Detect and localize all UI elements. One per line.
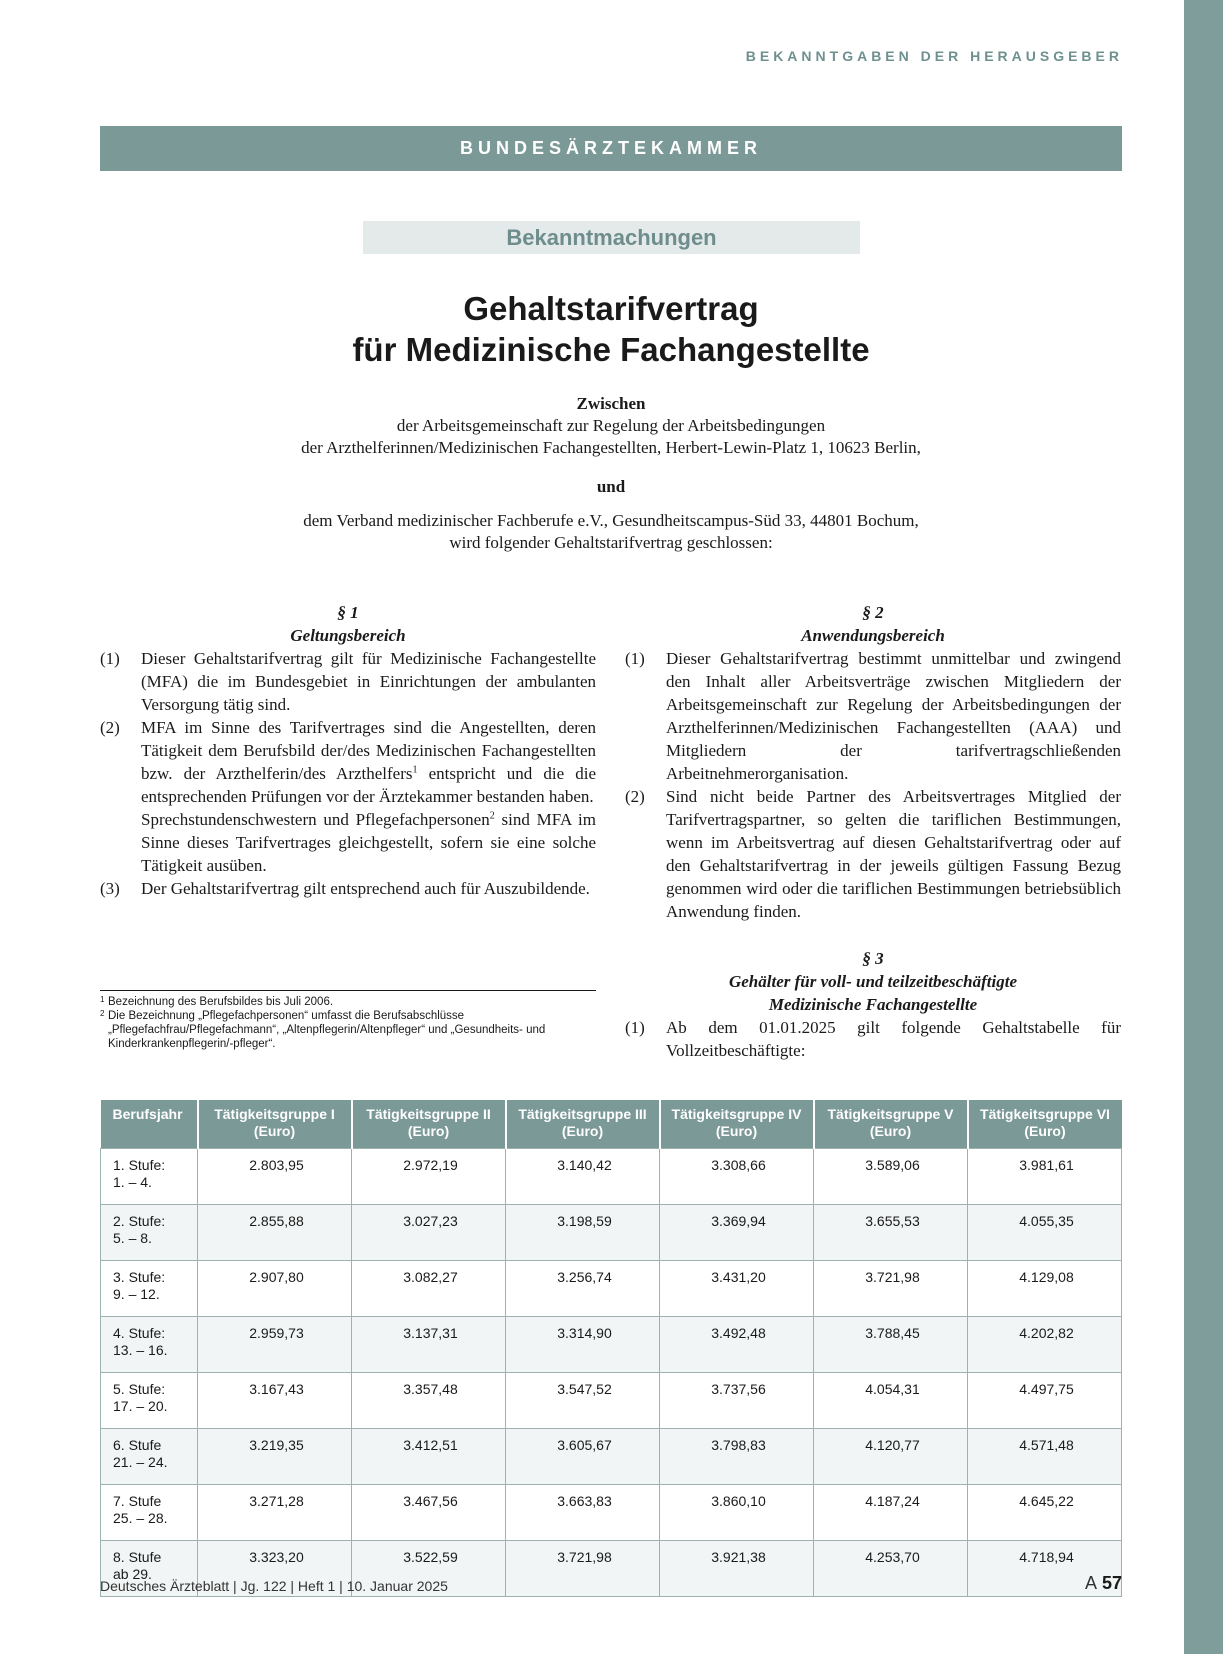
table-row <box>101 1485 1122 1541</box>
party2-line2: wird folgender Gehaltstarifvertrag geschlossen: <box>449 533 773 552</box>
berufsjahr-cell <box>101 1149 198 1205</box>
salary-cell: 3.256,74 <box>506 1261 660 1317</box>
salary-cell: 3.167,43 <box>198 1373 352 1429</box>
header-group-4-label: Tätigkeitsgruppe IV <box>671 1106 802 1122</box>
salary-cell: 3.721,98 <box>814 1261 968 1317</box>
salary-cell: 3.323,20 <box>198 1541 352 1597</box>
title-line-2: für Medizinische Fachangestellte <box>352 331 870 368</box>
right-margin-bar <box>1184 0 1223 1654</box>
header-group-5 <box>814 1100 968 1149</box>
header-group-5-unit: (Euro) <box>869 1123 912 1139</box>
header-group-1-label: Tätigkeitsgruppe I <box>214 1106 335 1122</box>
salary-cell: 4.253,70 <box>814 1541 968 1597</box>
journal-citation: Deutsches Ärzteblatt | Jg. 122 | Heft 1 | 10. Januar 2025 <box>100 1578 448 1594</box>
salary-cell: 3.219,35 <box>198 1429 352 1485</box>
salary-cell: 3.663,83 <box>506 1485 660 1541</box>
footnote-2 <box>100 1009 596 1051</box>
s3-title-line-2: Medizinische Fachangestellte <box>768 995 978 1014</box>
header-group-4-unit: (Euro) <box>715 1123 758 1139</box>
salary-cell: 3.431,20 <box>660 1261 814 1317</box>
header-group-2-unit: (Euro) <box>407 1123 450 1139</box>
salary-cell: 3.655,53 <box>814 1205 968 1261</box>
salary-cell: 3.082,27 <box>352 1261 506 1317</box>
years-label: 25. – 28. <box>113 1510 168 1526</box>
s1-clause-2-text-b: entspricht und die die entsprechenden Prüfungen vor der Ärztekammer bestanden haben. <box>141 764 596 806</box>
intro-party2 <box>100 510 1122 554</box>
years-label: 21. – 24. <box>113 1454 168 1470</box>
salary-cell: 3.357,48 <box>352 1373 506 1429</box>
header-group-4 <box>660 1100 814 1149</box>
stufe-label: 2. Stufe: <box>113 1213 166 1229</box>
document-title <box>100 288 1122 370</box>
salary-cell: 4.645,22 <box>968 1485 1122 1541</box>
right-column <box>625 601 1121 1062</box>
berufsjahr-cell <box>101 1373 198 1429</box>
title-line-1: Gehaltstarifvertrag <box>463 290 759 327</box>
salary-cell: 3.467,56 <box>352 1485 506 1541</box>
s3-clause-1-number: (1) <box>625 1018 645 1037</box>
salary-cell: 4.497,75 <box>968 1373 1122 1429</box>
s2-clause-2-number: (2) <box>625 787 645 806</box>
and-label: und <box>596 477 626 496</box>
salary-cell: 3.492,48 <box>660 1317 814 1373</box>
s3-number: § 3 <box>862 949 884 968</box>
party1-line1: der Arbeitsgemeinschaft zur Regelung der Arbeitsbedingungen <box>396 416 826 435</box>
s2-clause-1 <box>625 647 1121 785</box>
table-row <box>101 1429 1122 1485</box>
page-prefix: A <box>1084 1573 1097 1593</box>
salary-table <box>100 1100 1122 1597</box>
footnote-ref-1: 1 <box>412 764 418 776</box>
s1-title: Geltungsbereich <box>290 626 406 645</box>
s3-clause-1 <box>625 1016 1121 1062</box>
salary-cell: 4.055,35 <box>968 1205 1122 1261</box>
s1-clause-3-number: (3) <box>100 879 120 898</box>
salary-table-body <box>101 1149 1122 1597</box>
footnote-ref-2: 2 <box>489 810 495 822</box>
salary-cell: 4.718,94 <box>968 1541 1122 1597</box>
years-label: 1. – 4. <box>113 1174 152 1190</box>
party2-line1: dem Verband medizinischer Fachberufe e.V., Gesundheitscampus-Süd 33, 44801 Bochum, <box>303 511 919 530</box>
s2-number: § 2 <box>862 603 884 622</box>
s2-clause-1-number: (1) <box>625 649 645 668</box>
page-number <box>1085 1573 1122 1594</box>
s1-clause-1 <box>100 647 596 716</box>
salary-cell: 3.198,59 <box>506 1205 660 1261</box>
salary-cell: 4.054,31 <box>814 1373 968 1429</box>
s1-clause-2-text-c: Sprechstundenschwestern und Pflegefachpersonen <box>141 810 490 829</box>
publisher-banner: BUNDESÄRZTEKAMMER <box>100 126 1122 171</box>
salary-cell: 2.907,80 <box>198 1261 352 1317</box>
salary-cell: 4.202,82 <box>968 1317 1122 1373</box>
years-label: 13. – 16. <box>113 1342 168 1358</box>
header-group-3-unit: (Euro) <box>561 1123 604 1139</box>
salary-cell: 4.120,77 <box>814 1429 968 1485</box>
s3-title-line-1: Gehälter für voll- und teilzeitbeschäftigte <box>728 972 1018 991</box>
table-row <box>101 1317 1122 1373</box>
salary-cell: 3.921,38 <box>660 1541 814 1597</box>
s1-clause-3-text: Der Gehaltstarifvertrag gilt entsprechend auch für Auszubildende. <box>141 879 590 898</box>
header-berufsjahr <box>101 1100 198 1149</box>
salary-cell: 3.981,61 <box>968 1149 1122 1205</box>
salary-cell: 3.522,59 <box>352 1541 506 1597</box>
salary-cell: 2.803,95 <box>198 1149 352 1205</box>
s1-clause-1-text: Dieser Gehaltstarifvertrag gilt für Medizinische Fachangestellte (MFA) die im Bundesgebiet in Einrichtungen der ambulanten Versorgung tätig sind. <box>141 649 596 714</box>
salary-cell: 3.314,90 <box>506 1317 660 1373</box>
footnotes <box>100 990 596 1051</box>
salary-cell: 3.798,83 <box>660 1429 814 1485</box>
salary-cell: 3.308,66 <box>660 1149 814 1205</box>
s2-clause-2-text: Sind nicht beide Partner des Arbeitsvertrages Mitglied der Tarifvertragspartner, so gelten die tariflichen Bestimmungen, wenn im Arbeitsvertrag auf diesen Gehaltstarifvertrag oder auf den Gehaltstarifvertrag in der jeweils gültigen Fassung Bezug genommen wird oder die tariflichen Bestimmungen betriebsüblich Anwendung finden. <box>666 787 1121 921</box>
salary-cell: 3.369,94 <box>660 1205 814 1261</box>
salary-cell: 3.271,28 <box>198 1485 352 1541</box>
salary-cell: 3.860,10 <box>660 1485 814 1541</box>
salary-cell: 3.140,42 <box>506 1149 660 1205</box>
footnote-1-text: Bezeichnung des Berufsbildes bis Juli 2006. <box>108 996 334 1008</box>
header-group-3-label: Tätigkeitsgruppe III <box>518 1106 647 1122</box>
s1-number: § 1 <box>337 603 359 622</box>
header-group-3 <box>506 1100 660 1149</box>
left-column <box>100 601 596 900</box>
salary-cell: 4.571,48 <box>968 1429 1122 1485</box>
header-group-6 <box>968 1100 1122 1149</box>
page-number-value: 57 <box>1101 1573 1122 1593</box>
years-label: 5. – 8. <box>113 1230 152 1246</box>
header-group-1 <box>198 1100 352 1149</box>
years-label: 9. – 12. <box>113 1286 160 1302</box>
s1-clause-3 <box>100 877 596 900</box>
header-group-6-label: Tätigkeitsgruppe VI <box>980 1106 1110 1122</box>
table-row <box>101 1261 1122 1317</box>
intro-parties <box>100 393 1122 459</box>
s1-clause-2 <box>100 716 596 877</box>
stufe-label: 8. Stufe <box>113 1549 162 1565</box>
salary-cell: 4.187,24 <box>814 1485 968 1541</box>
table-row <box>101 1373 1122 1429</box>
header-group-2 <box>352 1100 506 1149</box>
berufsjahr-cell <box>101 1485 198 1541</box>
salary-cell: 2.972,19 <box>352 1149 506 1205</box>
stufe-label: 3. Stufe: <box>113 1269 166 1285</box>
s2-clause-1-text: Dieser Gehaltstarifvertrag bestimmt unmittelbar und zwingend den Inhalt aller Arbeitsverträge zwischen Mitgliedern der Arbeitsgemeinschaft zur Regelung der Arbeitsbedingungen der Arzthelferinnen/Medizinischen Fachangestellten (AAA) und Mitgliedern der tarifvertragschließenden Arbeitnehmerorganisation. <box>666 649 1121 783</box>
between-label: Zwischen <box>576 394 646 413</box>
header-group-1-unit: (Euro) <box>253 1123 296 1139</box>
footnote-2-text: Die Bezeichnung „Pflegefachpersonen“ umfasst die Berufsabschlüsse „Pflegefachfrau/Pflegefachmann“, „Altenpflegerin/Altenpfleger“ und „Gesundheits- und Kinderkrankenpflegerin/-pfleger“. <box>108 1010 546 1050</box>
header-group-2-label: Tätigkeitsgruppe II <box>366 1106 491 1122</box>
berufsjahr-cell <box>101 1317 198 1373</box>
stufe-label: 1. Stufe: <box>113 1157 166 1173</box>
salary-cell: 3.547,52 <box>506 1373 660 1429</box>
s1-clause-2-text-a: MFA im Sinne des Tarifvertrages sind die Angestellten, deren Tätigkeit dem Berufsbild der/des Medizinischen Fachangestellten bzw. der Arzthelferin/des Arzthelfers <box>141 718 596 783</box>
table-row <box>101 1149 1122 1205</box>
stufe-label: 4. Stufe: <box>113 1325 166 1341</box>
salary-cell: 3.137,31 <box>352 1317 506 1373</box>
header-berufsjahr-label: Berufsjahr <box>112 1106 183 1122</box>
salary-cell: 3.605,67 <box>506 1429 660 1485</box>
berufsjahr-cell <box>101 1429 198 1485</box>
party1-line2: der Arzthelferinnen/Medizinischen Fachangestellten, Herbert-Lewin-Platz 1, 10623 Berlin, <box>301 438 921 457</box>
section-label: Bekanntmachungen <box>363 221 860 254</box>
header-group-5-label: Tätigkeitsgruppe V <box>827 1106 954 1122</box>
header-group-6-unit: (Euro) <box>1024 1123 1066 1139</box>
berufsjahr-cell <box>101 1261 198 1317</box>
footnote-2-mark: 2 <box>100 1009 105 1018</box>
salary-cell: 2.855,88 <box>198 1205 352 1261</box>
salary-cell: 3.589,06 <box>814 1149 968 1205</box>
s1-clause-2-number: (2) <box>100 718 120 737</box>
years-label: ab 29. <box>113 1566 152 1582</box>
salary-cell: 3.721,98 <box>506 1541 660 1597</box>
salary-cell: 3.737,56 <box>660 1373 814 1429</box>
s1-clause-1-number: (1) <box>100 649 120 668</box>
s1-clause-2-text-d: sind MFA im Sinne dieses Tarifvertrages gleichgestellt, sofern sie eine solche Tätigkeit ausüben. <box>141 810 597 875</box>
footnote-1 <box>100 995 596 1009</box>
footnote-1-mark: 1 <box>100 995 105 1004</box>
running-head: BEKANNTGABEN DER HERAUSGEBER <box>745 48 1123 64</box>
s2-title: Anwendungsbereich <box>801 626 945 645</box>
years-label: 17. – 20. <box>113 1398 168 1414</box>
s2-clause-2 <box>625 785 1121 923</box>
salary-cell: 3.788,45 <box>814 1317 968 1373</box>
s1-clause-2-text <box>141 716 596 877</box>
salary-cell: 3.412,51 <box>352 1429 506 1485</box>
salary-cell: 3.027,23 <box>352 1205 506 1261</box>
salary-cell: 4.129,08 <box>968 1261 1122 1317</box>
stufe-label: 6. Stufe <box>113 1437 162 1453</box>
stufe-label: 5. Stufe: <box>113 1381 166 1397</box>
salary-cell: 2.959,73 <box>198 1317 352 1373</box>
s3-clause-1-text: Ab dem 01.01.2025 gilt folgende Gehaltstabelle für Vollzeitbeschäftigte: <box>666 1018 1121 1060</box>
table-header-row <box>101 1100 1122 1149</box>
berufsjahr-cell <box>101 1205 198 1261</box>
table-row <box>101 1205 1122 1261</box>
stufe-label: 7. Stufe <box>113 1493 162 1509</box>
